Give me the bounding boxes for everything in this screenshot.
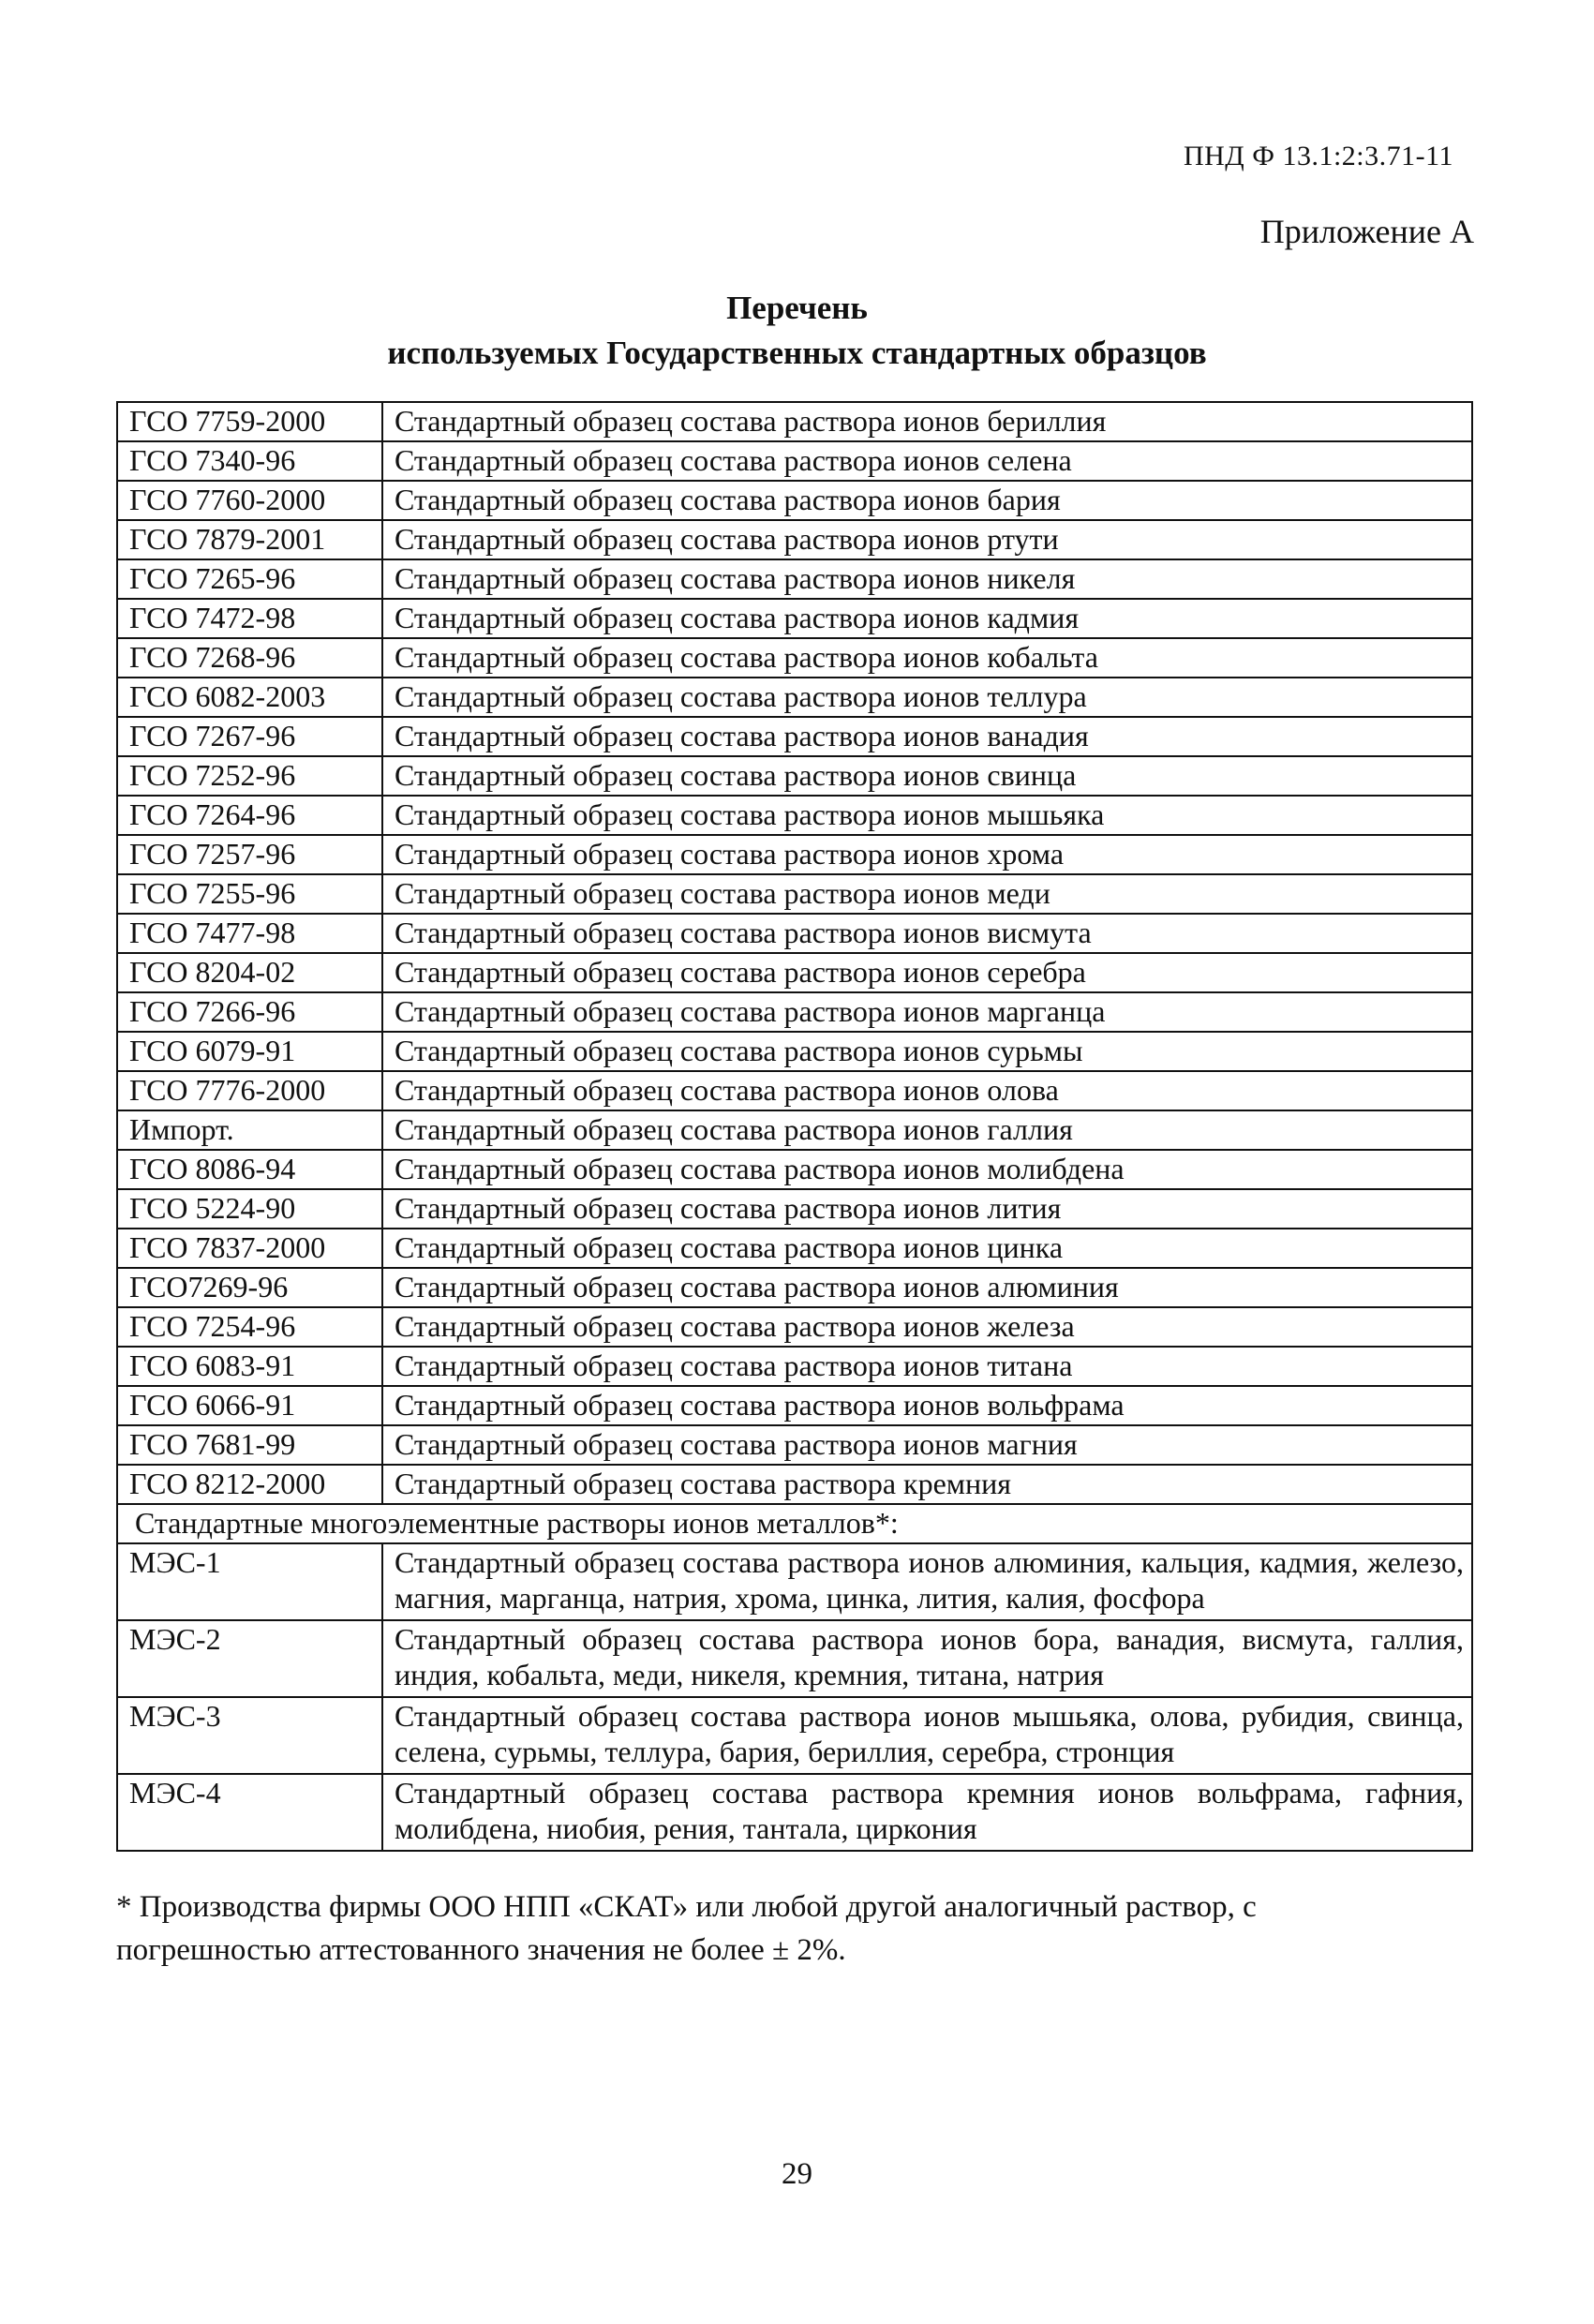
table-row — [117, 796, 1472, 835]
sample-code-cell: ГСО 7340-96 — [117, 441, 382, 481]
sample-description-cell: Стандартный образец состава раствора ионов вольфрама — [382, 1386, 1472, 1425]
table-row — [117, 678, 1472, 717]
multi-element-header: Стандартные многоэлементные растворы ионов металлов*: — [117, 1504, 1472, 1543]
sample-description-cell: Стандартный образец состава раствора ионов цинка — [382, 1229, 1472, 1268]
appendix-label: Приложение А — [1259, 213, 1474, 250]
sample-description-cell: Стандартный образец состава раствора ионов кобальта — [382, 638, 1472, 678]
sample-code-cell: ГСО 7268-96 — [117, 638, 382, 678]
table-row — [117, 1268, 1472, 1307]
sample-description-cell: Стандартный образец состава раствора ионов ртути — [382, 520, 1472, 559]
table-row — [117, 441, 1472, 481]
table-row — [117, 1229, 1472, 1268]
table-row — [117, 1307, 1472, 1347]
table-row — [117, 1032, 1472, 1071]
multi-code-cell: МЭС-1 — [117, 1543, 382, 1620]
sample-code-cell: ГСО 7252-96 — [117, 756, 382, 796]
sample-code-cell: ГСО 7477-98 — [117, 914, 382, 953]
sample-code-cell: ГСО 7472-98 — [117, 599, 382, 638]
table-row — [117, 1150, 1472, 1189]
sample-description-cell: Стандартный образец состава раствора ионов бария — [382, 481, 1472, 520]
table-row — [117, 717, 1472, 756]
sample-code-cell: ГСО 7254-96 — [117, 1307, 382, 1347]
sample-code-cell: ГСО 7266-96 — [117, 992, 382, 1032]
title-line-2: используемых Государственных стандартных образцов — [387, 335, 1207, 371]
sample-code-cell: ГСО 7265-96 — [117, 559, 382, 599]
sample-code-cell: ГСО 7255-96 — [117, 874, 382, 914]
sample-description-cell: Стандартный образец состава раствора ионов бериллия — [382, 402, 1472, 441]
page-title — [0, 286, 1594, 376]
table-row — [117, 1774, 1472, 1851]
sample-code-cell: ГСО7269-96 — [117, 1268, 382, 1307]
sample-code-cell: ГСО 8212-2000 — [117, 1465, 382, 1504]
footnote: * Производства фирмы ООО НПП «СКАТ» или любой другой аналогичный раствор, с погрешностью аттестованного значения не более ± 2%. — [116, 1890, 1257, 1967]
page-number: 29 — [782, 2157, 812, 2191]
sample-description-cell: Стандартный образец состава раствора ионов магния — [382, 1425, 1472, 1465]
table-row — [117, 638, 1472, 678]
table-row — [117, 1110, 1472, 1150]
table-row — [117, 1697, 1472, 1774]
sample-code-cell: ГСО 7681-99 — [117, 1425, 382, 1465]
sample-description-cell: Стандартный образец состава раствора кремния — [382, 1465, 1472, 1504]
table-row — [117, 914, 1472, 953]
sample-description-cell: Стандартный образец состава раствора ионов титана — [382, 1347, 1472, 1386]
table-row — [117, 756, 1472, 796]
sample-description-cell: Стандартный образец состава раствора ионов молибдена — [382, 1150, 1472, 1189]
table-row — [117, 1071, 1472, 1110]
table-row — [117, 1465, 1472, 1504]
sample-description-cell: Стандартный образец состава раствора ионов сурьмы — [382, 1032, 1472, 1071]
sample-code-cell: ГСО 6083-91 — [117, 1347, 382, 1386]
sample-code-cell: ГСО 5224-90 — [117, 1189, 382, 1229]
sample-description-cell: Стандартный образец состава раствора ионов марганца — [382, 992, 1472, 1032]
sample-description-cell: Стандартный образец состава раствора ионов олова — [382, 1071, 1472, 1110]
multi-description-cell: Стандартный образец состава раствора ионов мышьяка, олова, рубидия, свинца, селена, сурьмы, теллура, бария, бериллия, серебра, стронция — [382, 1697, 1472, 1774]
sample-code-cell: ГСО 8204-02 — [117, 953, 382, 992]
table-row — [117, 1347, 1472, 1386]
sample-description-cell: Стандартный образец состава раствора ионов хрома — [382, 835, 1472, 874]
sample-description-cell: Стандартный образец состава раствора ионов висмута — [382, 914, 1472, 953]
table-row — [117, 874, 1472, 914]
sample-description-cell: Стандартный образец состава раствора ионов мышьяка — [382, 796, 1472, 835]
multi-description-cell: Стандартный образец состава раствора кремния ионов вольфрама, гафния, молибдена, ниобия, рения, тантала, циркония — [382, 1774, 1472, 1851]
sample-description-cell: Стандартный образец состава раствора ионов теллура — [382, 678, 1472, 717]
sample-code-cell: ГСО 6066-91 — [117, 1386, 382, 1425]
standard-samples-table — [116, 401, 1473, 1852]
table-row — [117, 1189, 1472, 1229]
sample-description-cell: Стандартный образец состава раствора ионов ванадия — [382, 717, 1472, 756]
multi-code-cell: МЭС-4 — [117, 1774, 382, 1851]
multi-description-cell: Стандартный образец состава раствора ионов бора, ванадия, висмута, галлия, индия, кобальта, меди, никеля, кремния, титана, натрия — [382, 1620, 1472, 1697]
sample-code-cell: ГСО 7267-96 — [117, 717, 382, 756]
multi-element-header-row — [117, 1504, 1472, 1543]
table-row — [117, 953, 1472, 992]
sample-description-cell: Стандартный образец состава раствора ионов свинца — [382, 756, 1472, 796]
sample-code-cell: ГСО 7776-2000 — [117, 1071, 382, 1110]
sample-description-cell: Стандартный образец состава раствора ионов алюминия — [382, 1268, 1472, 1307]
sample-description-cell: Стандартный образец состава раствора ионов селена — [382, 441, 1472, 481]
sample-description-cell: Стандартный образец состава раствора ионов серебра — [382, 953, 1472, 992]
table-row — [117, 1543, 1472, 1620]
sample-code-cell: ГСО 7760-2000 — [117, 481, 382, 520]
sample-description-cell: Стандартный образец состава раствора ионов лития — [382, 1189, 1472, 1229]
sample-description-cell: Стандартный образец состава раствора ионов галлия — [382, 1110, 1472, 1150]
sample-description-cell: Стандартный образец состава раствора ионов кадмия — [382, 599, 1472, 638]
sample-code-cell: ГСО 7879-2001 — [117, 520, 382, 559]
sample-code-cell: ГСО 7837-2000 — [117, 1229, 382, 1268]
multi-description-cell: Стандартный образец состава раствора ионов алюминия, кальция, кадмия, железо, магния, марганца, натрия, хрома, цинка, лития, калия, фосфора — [382, 1543, 1472, 1620]
table-row — [117, 599, 1472, 638]
multi-code-cell: МЭС-3 — [117, 1697, 382, 1774]
sample-code-cell: ГСО 7257-96 — [117, 835, 382, 874]
sample-code-cell: ГСО 6082-2003 — [117, 678, 382, 717]
sample-code-cell: ГСО 7264-96 — [117, 796, 382, 835]
table-row — [117, 559, 1472, 599]
table-row — [117, 481, 1472, 520]
title-line-1: Перечень — [726, 290, 868, 326]
sample-description-cell: Стандартный образец состава раствора ионов железа — [382, 1307, 1472, 1347]
table-row — [117, 992, 1472, 1032]
table-row — [117, 520, 1472, 559]
sample-code-cell: Импорт. — [117, 1110, 382, 1150]
document-code: ПНД Ф 13.1:2:3.71-11 — [1183, 141, 1453, 171]
table-row — [117, 835, 1472, 874]
table-body — [117, 402, 1472, 1851]
sample-description-cell: Стандартный образец состава раствора ионов меди — [382, 874, 1472, 914]
sample-description-cell: Стандартный образец состава раствора ионов никеля — [382, 559, 1472, 599]
multi-code-cell: МЭС-2 — [117, 1620, 382, 1697]
sample-code-cell: ГСО 7759-2000 — [117, 402, 382, 441]
table-row — [117, 402, 1472, 441]
sample-code-cell: ГСО 6079-91 — [117, 1032, 382, 1071]
sample-code-cell: ГСО 8086-94 — [117, 1150, 382, 1189]
table-row — [117, 1620, 1472, 1697]
table-row — [117, 1386, 1472, 1425]
table-row — [117, 1425, 1472, 1465]
